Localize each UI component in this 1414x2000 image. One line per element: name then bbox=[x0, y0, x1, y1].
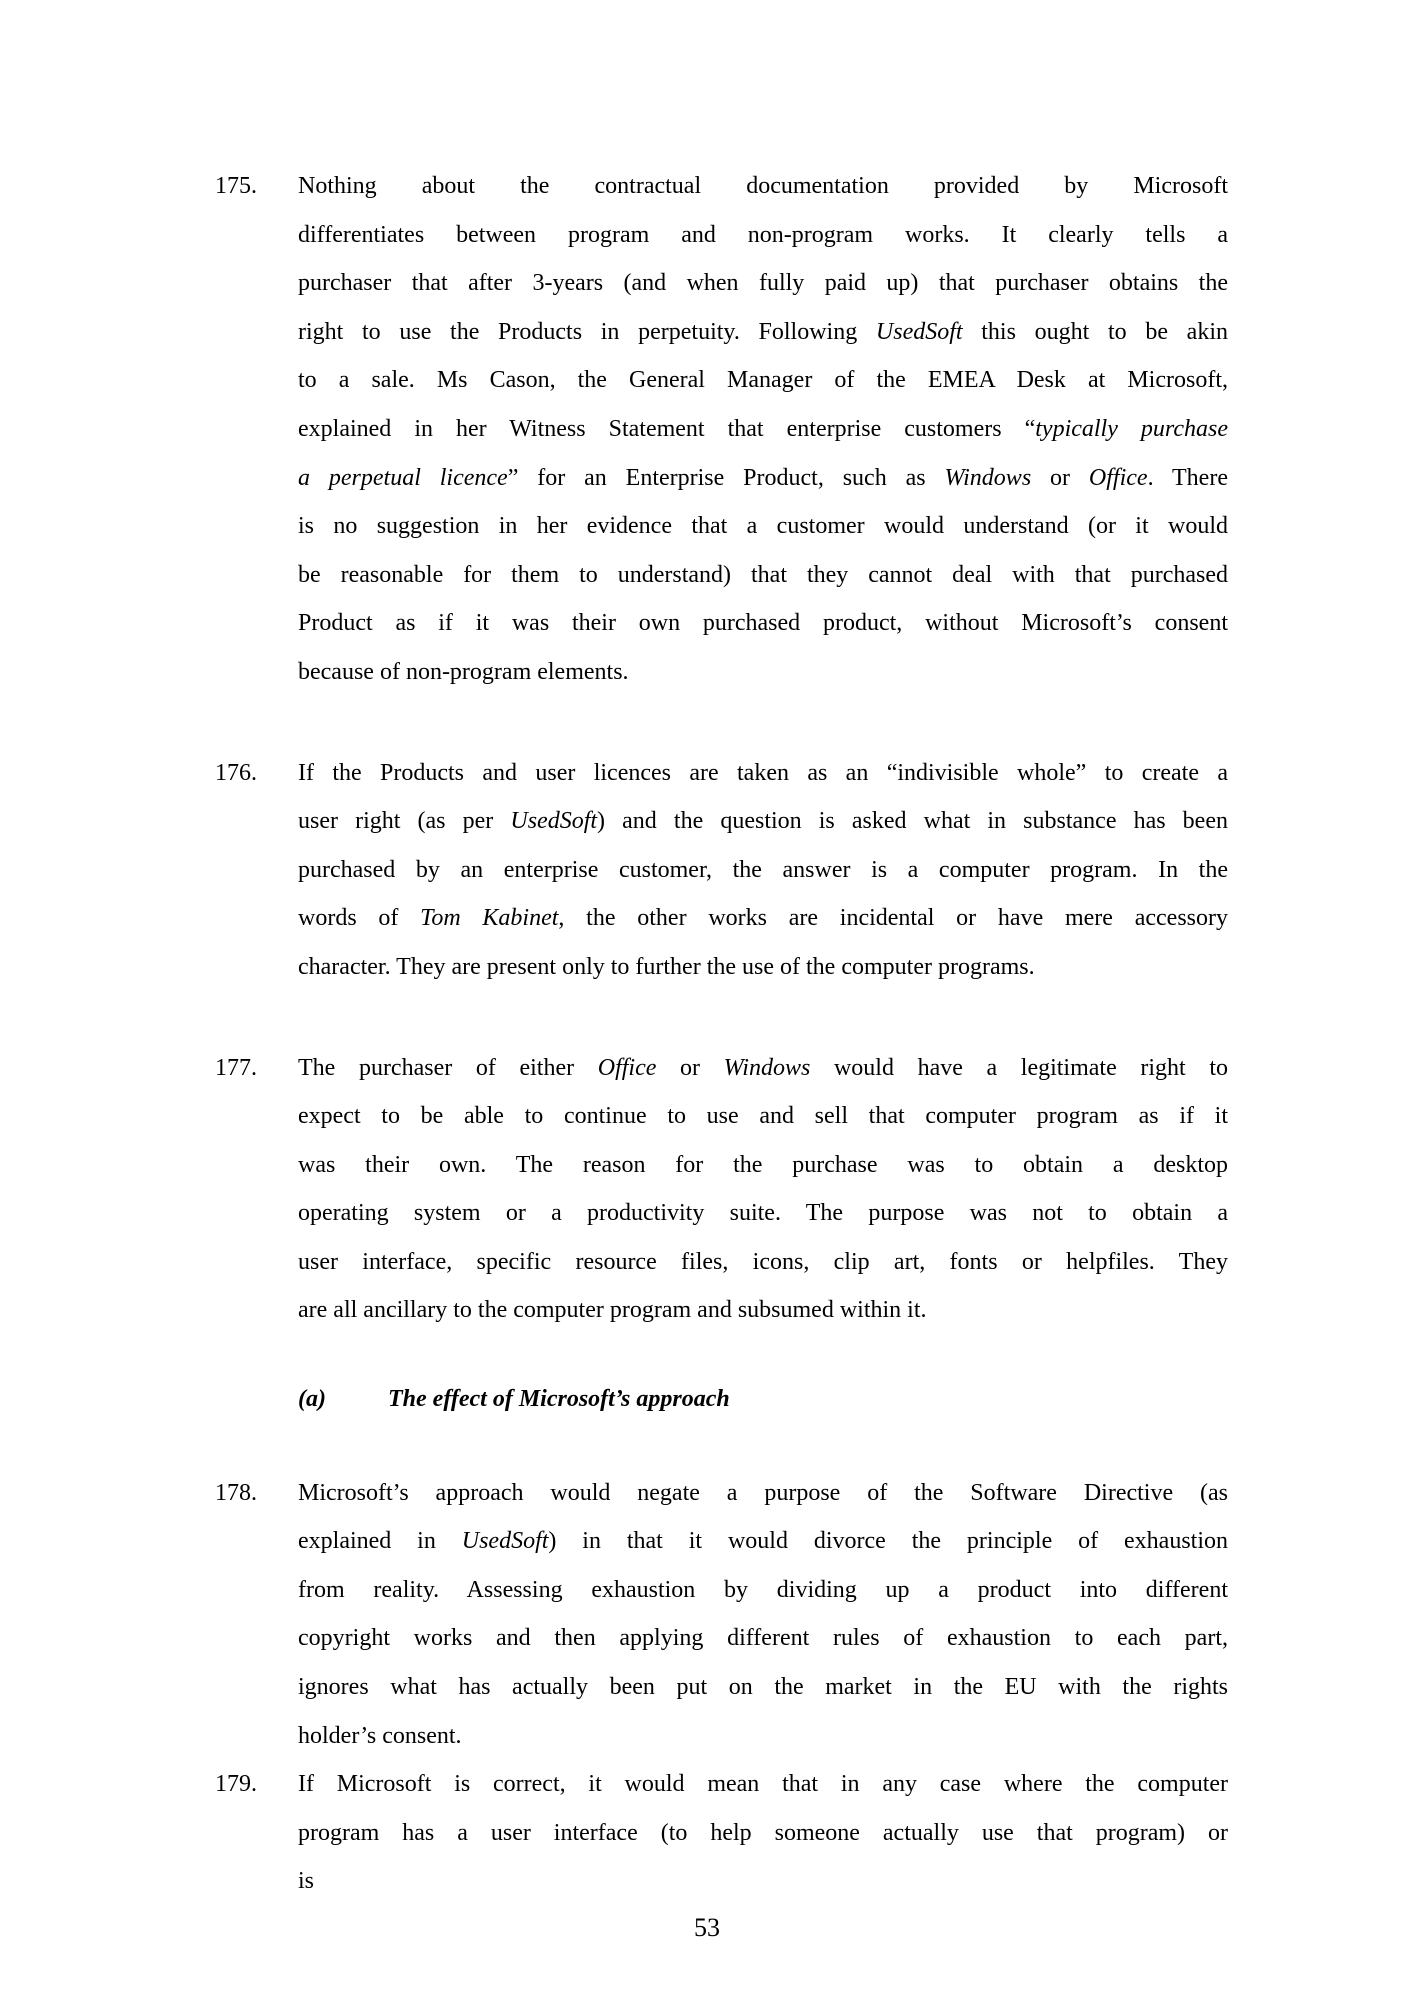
text-segment: from reality. Assessing exhaustion by dividing up a product into different bbox=[298, 1576, 1228, 1603]
text-segment: ) and the question is asked what in substance has been bbox=[597, 808, 1228, 835]
text-segment: copyright works and then applying different rules of exhaustion to each part, bbox=[298, 1625, 1228, 1652]
text-segment: . There bbox=[1147, 464, 1228, 491]
text-segment: program has a user interface (to help someone actually use that program) or bbox=[298, 1819, 1228, 1846]
italic-text-segment: typically purchase bbox=[1035, 415, 1228, 442]
text-line bbox=[298, 1044, 1228, 1093]
section-heading bbox=[298, 1375, 1228, 1424]
text-line bbox=[298, 1712, 1228, 1761]
text-line bbox=[298, 749, 1228, 798]
text-line bbox=[298, 846, 1228, 895]
text-line bbox=[298, 162, 1228, 211]
text-segment: or bbox=[656, 1054, 724, 1081]
text-segment: right to use the Products in perpetuity. Following bbox=[298, 318, 876, 345]
text-segment: be reasonable for them to understand) that they cannot deal with that purchased bbox=[298, 561, 1228, 588]
text-line bbox=[298, 1469, 1228, 1518]
italic-text-segment: UsedSoft bbox=[875, 318, 963, 345]
text-segment: would have a legitimate right to bbox=[810, 1054, 1228, 1081]
paragraph-176 bbox=[215, 749, 1228, 992]
text-segment: purchaser that after 3-years (and when fully paid up) that purchaser obtains the bbox=[298, 270, 1228, 297]
text-segment: ignores what has actually been put on the market in the EU with the rights bbox=[298, 1674, 1228, 1701]
paragraph-lines bbox=[298, 1469, 1228, 1761]
paragraph-lines bbox=[298, 1760, 1228, 1906]
text-line bbox=[298, 1566, 1228, 1615]
text-line bbox=[298, 943, 1228, 992]
paragraph-lines bbox=[298, 749, 1228, 992]
text-segment: Microsoft’s approach would negate a purpose of the Software Directive (as bbox=[298, 1479, 1228, 1506]
text-segment: because of non-program elements. bbox=[298, 658, 629, 685]
text-line bbox=[298, 1614, 1228, 1663]
italic-text-segment: UsedSoft bbox=[510, 808, 598, 835]
italic-text-segment: Office bbox=[1088, 464, 1148, 491]
paragraph-number: 178. bbox=[215, 1479, 257, 1506]
paragraph-177 bbox=[215, 1044, 1228, 1336]
italic-text-segment: Windows bbox=[723, 1054, 811, 1081]
text-line bbox=[298, 211, 1228, 260]
text-segment: expect to be able to continue to use and sell that computer program as if it bbox=[298, 1103, 1228, 1130]
text-line bbox=[298, 1092, 1228, 1141]
text-segment: explained in bbox=[298, 1528, 462, 1555]
text-line bbox=[298, 308, 1228, 357]
text-segment: was their own. The reason for the purchase was to obtain a desktop bbox=[298, 1151, 1228, 1178]
text-segment: , the other works are incidental or have mere accessory bbox=[558, 905, 1228, 932]
text-line bbox=[298, 1809, 1228, 1858]
text-line bbox=[298, 599, 1228, 648]
text-line bbox=[298, 1141, 1228, 1190]
paragraph-175 bbox=[215, 162, 1228, 697]
text-segment: character. They are present only to further the use of the computer programs. bbox=[298, 953, 1035, 980]
paragraph-number: 175. bbox=[215, 173, 257, 199]
text-segment: ” for an Enterprise Product, such as bbox=[507, 464, 945, 491]
text-segment: operating system or a productivity suite. The purpose was not to obtain a bbox=[298, 1200, 1228, 1227]
text-segment: If the Products and user licences are taken as an “indivisible whole” to create a bbox=[298, 759, 1228, 786]
text-segment: words of bbox=[298, 905, 421, 932]
italic-text-segment: Office bbox=[597, 1054, 657, 1081]
paragraph-number: 179. bbox=[215, 1771, 257, 1798]
text-segment: are all ancillary to the computer program and subsumed within it. bbox=[298, 1297, 927, 1324]
heading-text: The effect of Microsoft’s approach bbox=[388, 1386, 730, 1413]
text-line bbox=[298, 894, 1228, 943]
text-segment: purchased by an enterprise customer, the answer is a computer program. In the bbox=[298, 856, 1228, 883]
text-line bbox=[298, 259, 1228, 308]
text-segment: differentiates between program and non-program works. It clearly tells a bbox=[298, 221, 1228, 248]
text-line bbox=[298, 1238, 1228, 1287]
text-segment: Nothing about the contractual documentation provided by Microsoft bbox=[298, 173, 1228, 199]
italic-text-segment: UsedSoft bbox=[461, 1528, 549, 1555]
paragraph-lines bbox=[298, 1044, 1228, 1336]
text-segment: explained in her Witness Statement that enterprise customers “ bbox=[298, 415, 1036, 442]
paragraph-number: 177. bbox=[215, 1054, 257, 1081]
italic-text-segment: a perpetual licence bbox=[298, 464, 508, 491]
text-line bbox=[298, 356, 1228, 405]
text-segment: is bbox=[298, 1868, 315, 1895]
text-segment: user right (as per bbox=[298, 808, 511, 835]
paragraph-179 bbox=[215, 1760, 1228, 1906]
text-segment: If Microsoft is correct, it would mean that in any case where the computer bbox=[298, 1771, 1228, 1798]
text-line bbox=[298, 1760, 1228, 1809]
italic-text-segment: Windows bbox=[944, 464, 1032, 491]
text-segment: this ought to be akin bbox=[962, 318, 1228, 345]
text-segment: holder’s consent. bbox=[298, 1722, 462, 1749]
italic-text-segment: Tom Kabinet bbox=[420, 905, 559, 932]
text-segment: Product as if it was their own purchased product, without Microsoft’s consent bbox=[298, 610, 1228, 637]
text-line bbox=[298, 551, 1228, 600]
text-segment: is no suggestion in her evidence that a customer would understand (or it would bbox=[298, 513, 1228, 540]
page-number: 53 bbox=[694, 1913, 720, 1942]
paragraph-number: 176. bbox=[215, 759, 257, 786]
text-line bbox=[298, 648, 1228, 697]
text-line bbox=[298, 1663, 1228, 1712]
text-segment: user interface, specific resource files, icons, clip art, fonts or helpfiles. They bbox=[298, 1248, 1228, 1275]
paragraph-lines bbox=[298, 162, 1228, 697]
text-line bbox=[298, 1857, 1228, 1906]
document-content bbox=[215, 162, 1228, 1906]
text-segment: to a sale. Ms Cason, the General Manager of the EMEA Desk at Microsoft, bbox=[298, 367, 1228, 394]
text-line bbox=[298, 502, 1228, 551]
heading-marker: (a) bbox=[298, 1386, 326, 1413]
text-line bbox=[298, 454, 1228, 503]
text-line bbox=[298, 1517, 1228, 1566]
text-segment: ) in that it would divorce the principle of exhaustion bbox=[548, 1528, 1228, 1555]
text-line bbox=[298, 1286, 1228, 1335]
text-segment: The purchaser of either bbox=[298, 1054, 598, 1081]
text-line bbox=[298, 405, 1228, 454]
text-segment: or bbox=[1031, 464, 1089, 491]
text-line bbox=[298, 1189, 1228, 1238]
text-line bbox=[298, 797, 1228, 846]
paragraph-178 bbox=[215, 1469, 1228, 1761]
